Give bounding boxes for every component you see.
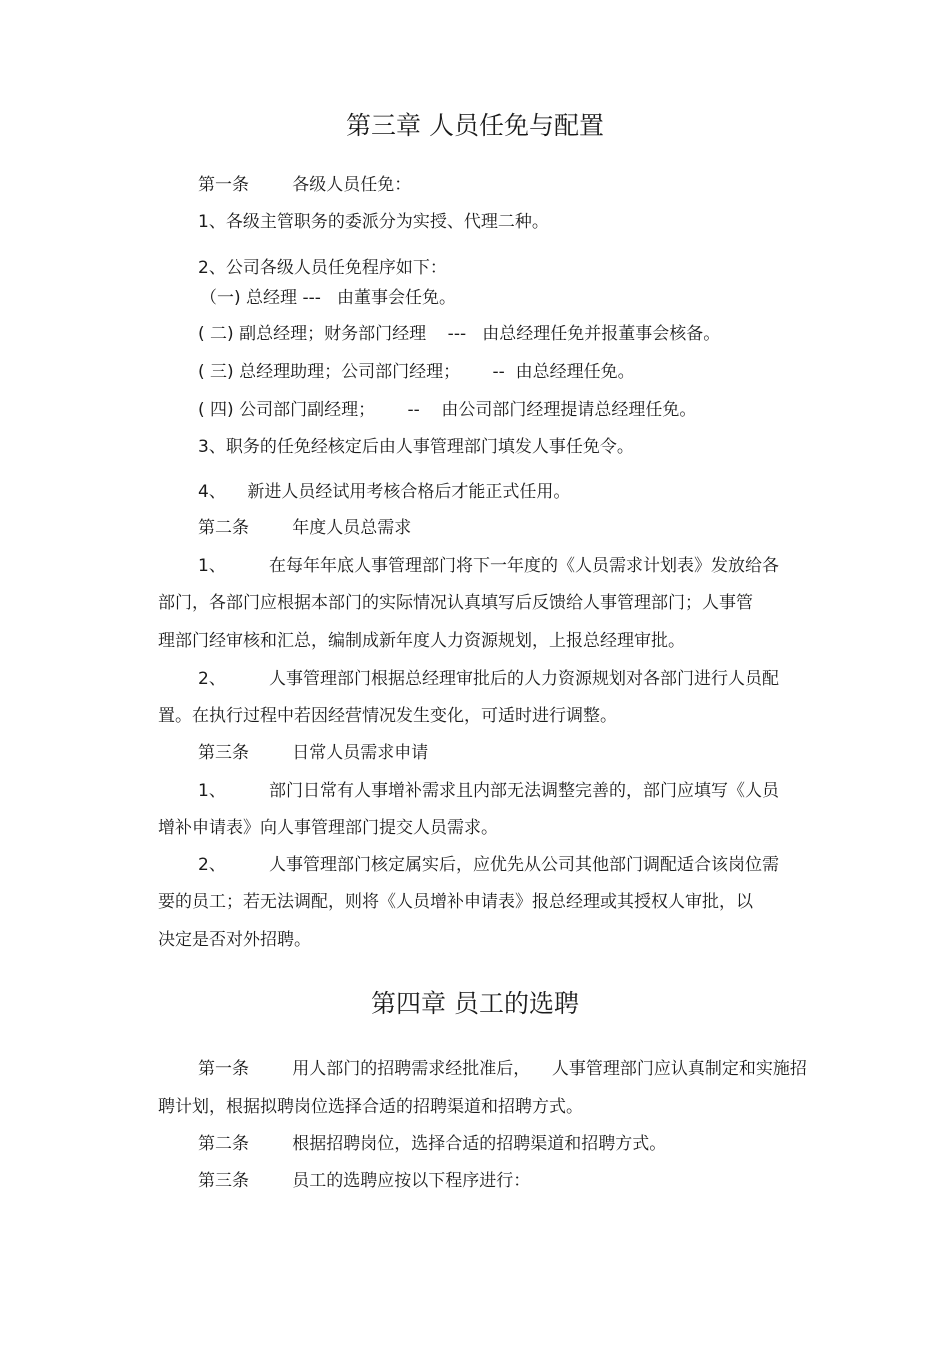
chapter-4-title: 第四章 员工的选聘 — [371, 989, 579, 1018]
list-item: 3、职务的任免经核定后由人事管理部门填发人事任免令。 — [198, 437, 634, 457]
paragraph-line: 部门，各部门应根据本部门的实际情况认真填写后反馈给人事管理部门；人事管 — [158, 593, 753, 613]
paragraph-line: 聘计划，根据拟聘岗位选择合适的招聘渠道和招聘方式。 — [158, 1097, 583, 1117]
paragraph-line: 理部门经审核和汇总，编制成新年度人力资源规划，上报总经理审批。 — [158, 631, 685, 651]
article-1-heading: 第一条 各级人员任免： — [198, 175, 412, 195]
paragraph-line: 1、 部门日常有人事增补需求且内部无法调整完善的，部门应填写《人员 — [198, 781, 780, 801]
list-item: 2、公司各级人员任免程序如下： — [198, 258, 447, 278]
list-item: 1、各级主管职务的委派分为实授、代理二种。 — [198, 212, 549, 232]
sub-item: ( 三) 总经理助理；公司部门经理； -- 由总经理任免。 — [198, 362, 635, 382]
chapter-3-title: 第三章 人员任免与配置 — [346, 111, 604, 140]
article-3-heading: 第三条 日常人员需求申请 — [198, 743, 429, 763]
article-2-heading: 第二条 年度人员总需求 — [198, 518, 412, 538]
sub-item: ( 二) 副总经理；财务部门经理 --- 由总经理任免并报董事会核备。 — [198, 324, 721, 344]
paragraph-line: 2、 人事管理部门根据总经理审批后的人力资源规划对各部门进行人员配 — [198, 669, 780, 689]
paragraph-line: 2、 人事管理部门核定属实后，应优先从公司其他部门调配适合该岗位需 — [198, 855, 780, 875]
paragraph-line: 置。在执行过程中若因经营情况发生变化，可适时进行调整。 — [158, 706, 617, 726]
article-line: 第二条 根据招聘岗位，选择合适的招聘渠道和招聘方式。 — [198, 1134, 667, 1154]
sub-item: （一) 总经理 --- 由董事会任免。 — [200, 288, 457, 308]
paragraph-line: 增补申请表》向人事管理部门提交人员需求。 — [158, 818, 498, 838]
sub-item: ( 四) 公司部门副经理； -- 由公司部门经理提请总经理任免。 — [198, 400, 697, 420]
paragraph-line: 第一条 用人部门的招聘需求经批准后， 人事管理部门应认真制定和实施招 — [198, 1059, 807, 1079]
paragraph-line: 1、 在每年年底人事管理部门将下一年度的《人员需求计划表》发放给各 — [198, 556, 780, 576]
list-item: 4、 新进人员经试用考核合格后才能正式任用。 — [198, 482, 571, 502]
article-line: 第三条 员工的选聘应按以下程序进行： — [198, 1171, 531, 1191]
paragraph-line: 要的员工；若无法调配，则将《人员增补申请表》报总经理或其授权人审批，以 — [158, 892, 753, 912]
paragraph-line: 决定是否对外招聘。 — [158, 930, 311, 950]
